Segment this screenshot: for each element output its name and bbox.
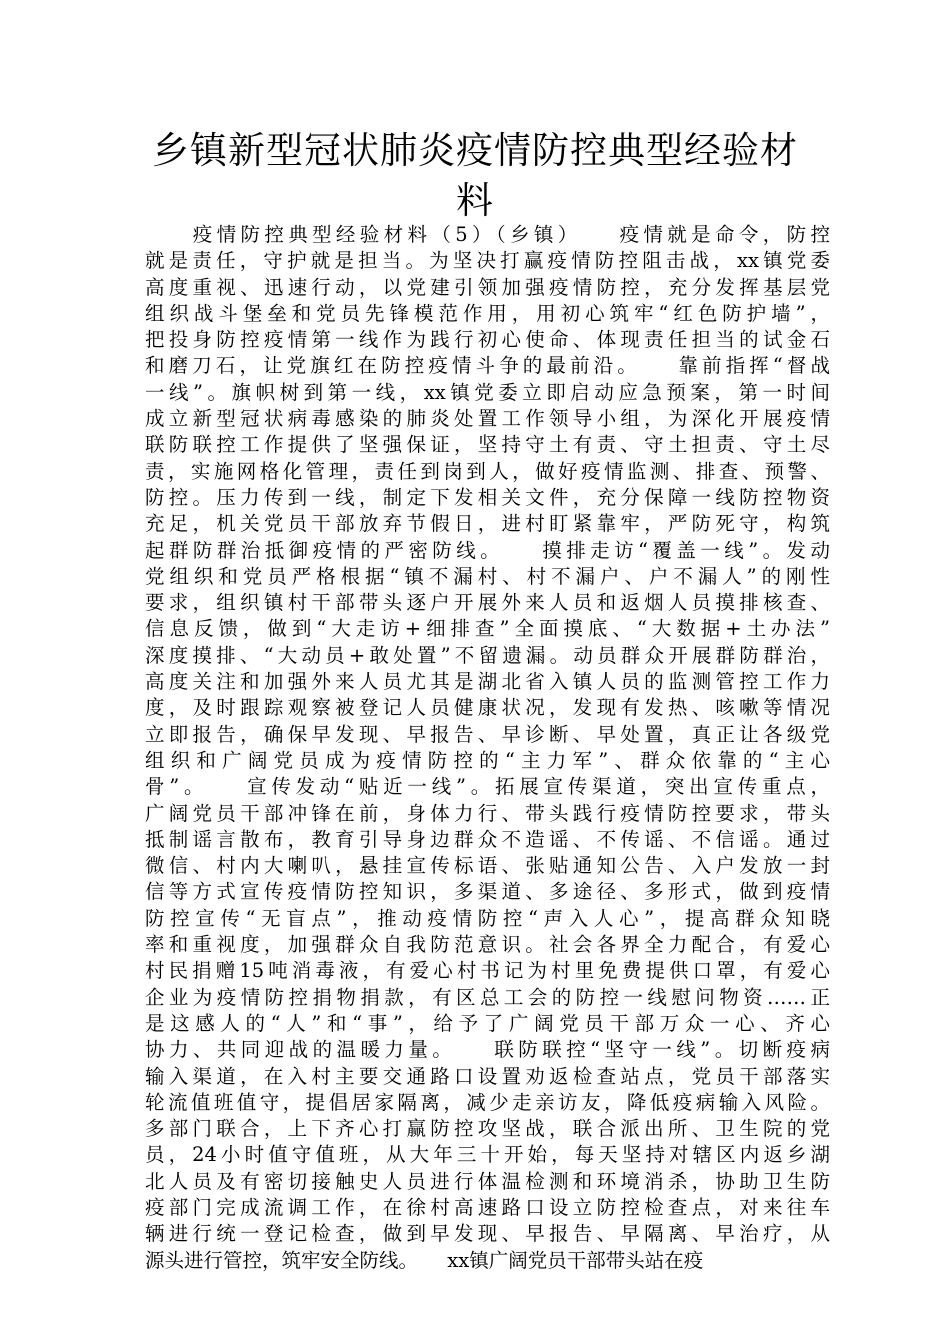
body-text-line: 要求，组织镇村干部带头逐户开展外来人员和返烟人员摸排核查、 xyxy=(145,591,830,615)
body-text-line: 北人员及有密切接触史人员进行体温检测和环境消杀，协助卫生防 xyxy=(145,1169,830,1193)
body-text-line: 抵制谣言散布，教育引导身边群众不造谣、不传谣、不信谣。通过 xyxy=(145,827,830,851)
body-text-line: 广阔党员干部冲锋在前，身体力行、带头践行疫情防控要求，带头 xyxy=(145,801,830,825)
body-text-line: 疫情防控典型经验材料（5）（乡镇） 疫情就是命令，防控 xyxy=(145,223,830,246)
body-text-line: 源头进行管控，筑牢安全防线。 xx镇广阔党员干部带头站在疫 xyxy=(145,1248,704,1272)
body-text-line: 协力、共同迎战的温暖力量。 联防联控“坚守一线”。切断疫病 xyxy=(145,1038,830,1062)
body-text-line: 充足，机关党员干部放弃节假日，进村盯紧靠牢，严防死守，构筑 xyxy=(145,512,830,536)
document-body xyxy=(145,222,830,1274)
body-text-line: 多部门联合，上下齐心打赢防控攻坚战，联合派出所、卫生院的党 xyxy=(145,1117,830,1141)
body-text-line: 骨”。 宣传发动“贴近一线”。拓展宣传渠道，突出宣传重点， xyxy=(145,775,830,799)
body-text-line: 组织战斗堡垒和党员先锋模范作用，用初心筑牢“红色防护墙”， xyxy=(145,301,830,325)
body-text-line: 信等方式宣传疫情防控知识，多渠道、多途径、多形式，做到疫情 xyxy=(145,880,830,904)
body-text-line: 输入渠道，在入村主要交通路口设置劝返检查站点，党员干部落实 xyxy=(145,1064,830,1088)
body-text-line: 高度重视、迅速行动，以党建引领加强疫情防控，充分发挥基层党 xyxy=(145,275,830,299)
body-text-line: 员，24小时值守值班，从大年三十开始，每天坚持对辖区内返乡湖 xyxy=(145,1143,830,1167)
body-text-line: 起群防群治抵御疫情的严密防线。 摸排走访“覆盖一线”。发动 xyxy=(145,538,830,562)
body-text-line: 信息反馈，做到“大走访+细排查”全面摸底、“大数据+土办法” xyxy=(145,617,830,641)
body-text-line: 度，及时跟踪观察被登记人员健康状况，发现有发热、咳嗽等情况 xyxy=(145,696,830,720)
body-text-line: 一线”。旗帜树到第一线，xx镇党委立即启动应急预案，第一时间 xyxy=(145,380,830,404)
body-text-line: 率和重视度，加强群众自我防范意识。社会各界全力配合，有爱心 xyxy=(145,933,830,957)
body-text-line: 防控宣传“无盲点”，推动疫情防控“声入人心”，提高群众知晓 xyxy=(145,906,830,930)
body-text-line: 立即报告，确保早发现、早报告、早诊断、早处置，真正让各级党 xyxy=(145,722,830,746)
body-text-line: 责，实施网格化管理，责任到岗到人，做好疫情监测、排查、预警、 xyxy=(145,459,830,483)
document-title xyxy=(130,126,820,226)
body-text-line: 是这感人的“人”和“事”，给予了广阔党员干部万众一心、齐心 xyxy=(145,1011,830,1035)
body-text-line: 成立新型冠状病毒感染的肺炎处置工作领导小组，为深化开展疫情 xyxy=(145,407,830,431)
document-title-line: 料 xyxy=(456,179,494,222)
body-text-line: 企业为疫情防控捐物捐款，有区总工会的防控一线慰问物资……正 xyxy=(145,985,830,1009)
document-title-line: 乡镇新型冠状肺炎疫情防控典型经验材 xyxy=(152,129,798,172)
body-text-line: 微信、村内大喇叭，悬挂宣传标语、张贴通知公告、入户发放一封 xyxy=(145,854,830,878)
body-text-line: 组织和广阔党员成为疫情防控的“主力军”、群众依靠的“主心 xyxy=(145,748,830,772)
body-text-line: 防控。压力传到一线，制定下发相关文件，充分保障一线防控物资 xyxy=(145,485,830,509)
body-text-line: 深度摸排、“大动员+敢处置”不留遗漏。动员群众开展群防群治， xyxy=(145,643,830,667)
body-text-line: 轮流值班值守，提倡居家隔离，减少走亲访友，降低疫病输入风险。 xyxy=(145,1090,830,1114)
body-text-line: 辆进行统一登记检查，做到早发现、早报告、早隔离、早治疗，从 xyxy=(145,1222,830,1246)
body-text-line: 村民捐赠15吨消毒液，有爱心村书记为村里免费提供口罩，有爱心 xyxy=(145,959,830,983)
body-text-line: 就是责任，守护就是担当。为坚决打赢疫情防控阻击战，xx镇党委 xyxy=(145,249,830,273)
body-text-line: 和磨刀石，让党旗红在防控疫情斗争的最前沿。 靠前指挥“督战 xyxy=(145,354,830,378)
body-text-line: 党组织和党员严格根据“镇不漏村、村不漏户、户不漏人”的刚性 xyxy=(145,564,830,588)
body-text-line: 疫部门完成流调工作，在徐村高速路口设立防控检查点，对来往车 xyxy=(145,1195,830,1219)
body-text-line: 高度关注和加强外来人员尤其是湖北省入镇人员的监测管控工作力 xyxy=(145,670,830,694)
body-text-line: 联防联控工作提供了坚强保证，坚持守土有责、守土担责、守土尽 xyxy=(145,433,830,457)
body-text-line: 把投身防控疫情第一线作为践行初心使命、体现责任担当的试金石 xyxy=(145,328,830,352)
